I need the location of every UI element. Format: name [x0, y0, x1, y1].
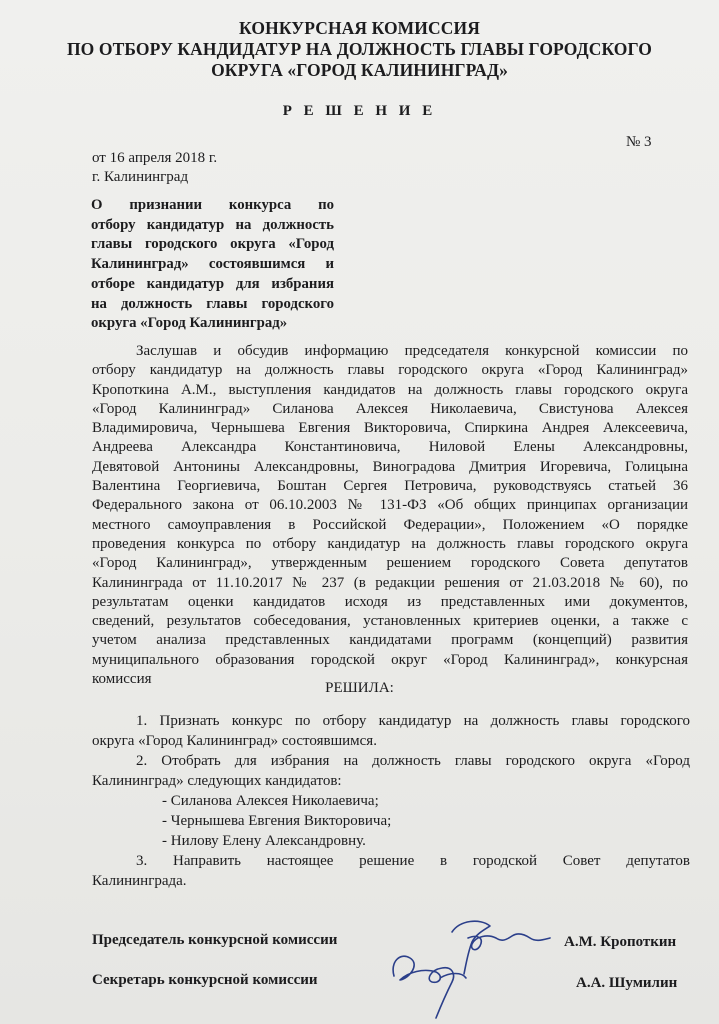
body-line: учетом анализа представленных кандидатами программ (концепций) развития: [92, 632, 688, 649]
body-line: Кропоткина А.М., выступления кандидатов на должность главы городского округа: [92, 381, 688, 398]
item-line: 3. Направить настоящее решение в городской Совет депутатов: [136, 853, 690, 869]
decision-subject: [91, 196, 334, 334]
decision-title: Р Е Ш Е Н И Е: [282, 103, 437, 119]
document-date: от 16 апреля 2018 г.: [92, 150, 218, 166]
commission-header: [0, 18, 719, 81]
resolved-heading: РЕШИЛА:: [325, 680, 394, 696]
subject-line: отбору кандидатур на должность: [91, 216, 334, 233]
item-line: 1. Признать конкурс по отбору кандидатур на должность главы городского: [136, 713, 690, 729]
body-line: сведений, результатов собеседования, установленных критериев оценки, а также с: [92, 613, 688, 630]
header-line-1: КОНКУРСНАЯ КОМИССИЯ: [239, 18, 480, 38]
candidate-item: - Нилову Елену Александровну.: [162, 833, 366, 849]
body-line: Девятовой Антонины Александровны, Виноградова Дмитрия Игоревича, Голицына: [92, 458, 688, 475]
item-line: 2. Отобрать для избрания на должность главы городского округа «Город: [136, 753, 690, 769]
subject-line: О признании конкурса по: [91, 197, 334, 213]
handwritten-signature: [380, 912, 555, 1022]
secretary-name: А.А. Шумилин: [576, 975, 678, 991]
body-line: Калининграда от 11.10.2017 № 237 (в редакции решения от 21.03.2018 № 60), по: [92, 574, 688, 591]
body-line: Андреева Александра Константиновича, Ниловой Елены Александровны,: [92, 439, 688, 456]
body-line: Владимировича, Чернышева Евгения Викторовича, Спиркина Андрея Алексеевича,: [92, 420, 688, 437]
chair-label: Председатель конкурсной комиссии: [92, 932, 338, 948]
body-line: местного самоуправления в Российской Федерации», Положением «О порядке: [92, 516, 688, 533]
header-line-3: ОКРУГА «ГОРОД КАЛИНИНГРАД»: [211, 60, 508, 80]
subject-line: Калининград» состоявшимся и: [91, 256, 334, 273]
subject-line: округа «Город Калининград»: [91, 315, 288, 332]
subject-line: главы городского округа «Город: [91, 236, 334, 253]
document-number: № 3: [626, 134, 652, 150]
body-line: проведения конкурса по отбору кандидатур на должность главы городского округа: [92, 535, 688, 552]
item-line: Калининград» следующих кандидатов:: [92, 773, 342, 789]
resolution-items: [92, 711, 690, 891]
item-line: Калининграда.: [92, 873, 187, 889]
body-line: Валентина Георгиевича, Боштан Сергея Петровича, руководствуясь статьей 36: [92, 478, 688, 495]
secretary-label: Секретарь конкурсной комиссии: [92, 972, 318, 988]
body-line: Федерального закона от 06.10.2003 № 131-ФЗ «Об общих принципах организации: [92, 497, 688, 514]
subject-line: отборе кандидатур для избрания: [91, 275, 334, 292]
body-line: «Город Калининград», утвержденным решением городского Совета депутатов: [92, 555, 688, 572]
body-line: отбору кандидатур на должность главы городского округа «Город Калининград»: [92, 362, 688, 379]
body-line: Заслушав и обсудив информацию председателя конкурсной комиссии по: [136, 343, 688, 359]
document-city: г. Калининград: [92, 169, 189, 185]
chair-name: А.М. Кропоткин: [564, 934, 677, 950]
body-line: муниципального образования городской округ «Город Калининград», конкурсная: [92, 651, 688, 668]
subject-line: на должность главы городского: [91, 295, 334, 312]
body-line: результатам оценки кандидатов исходя из представленных ими документов,: [92, 593, 688, 610]
header-line-2: ПО ОТБОРУ КАНДИДАТУР НА ДОЛЖНОСТЬ ГЛАВЫ ГОРОДСКОГО: [66, 39, 653, 59]
preamble-paragraph: [92, 342, 688, 689]
item-line: округа «Город Калининград» состоявшимся.: [92, 733, 377, 749]
candidate-item: - Чернышева Евгения Викторовича;: [162, 813, 392, 829]
body-line: комиссия: [92, 671, 152, 688]
body-line: «Город Калининград» Силанова Алексея Николаевича, Свистунова Алексея: [92, 400, 688, 417]
candidate-item: - Силанова Алексея Николаевича;: [162, 793, 379, 809]
